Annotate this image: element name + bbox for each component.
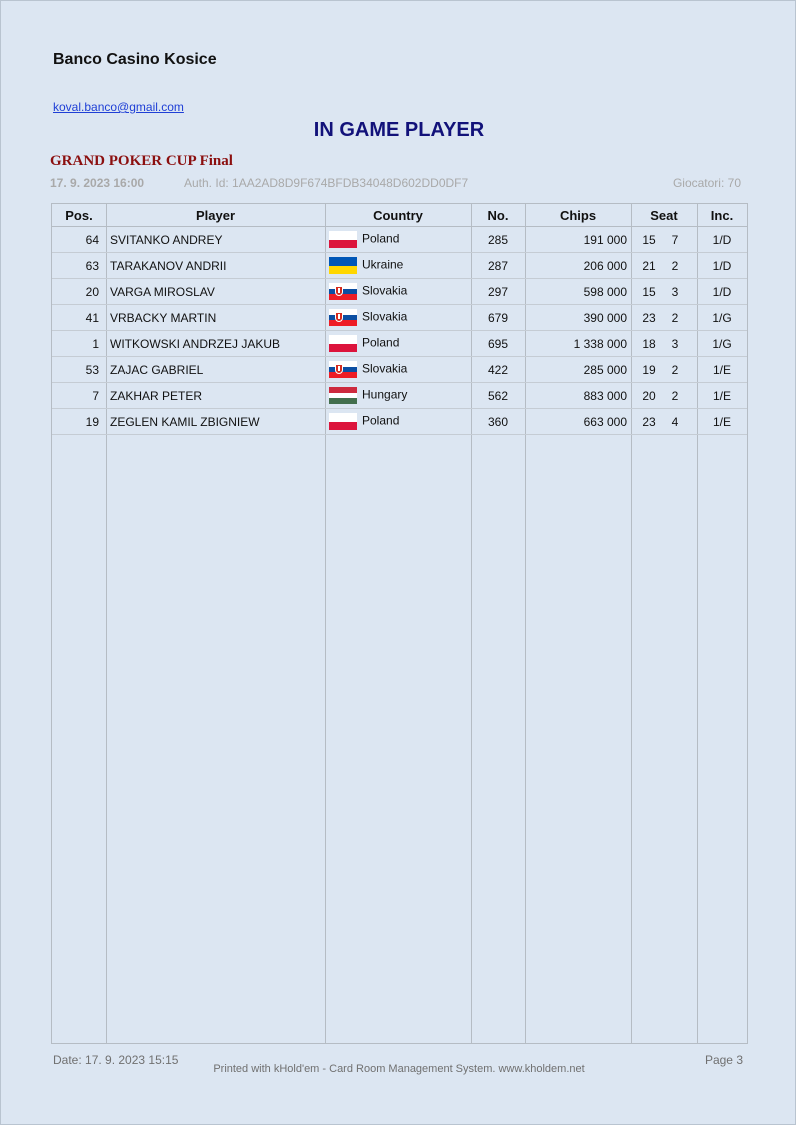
seat-number: 7	[671, 232, 679, 247]
table-header-row	[52, 204, 747, 227]
players-table	[52, 204, 747, 435]
pos-cell: 53	[52, 357, 106, 383]
country-cell	[325, 253, 471, 279]
inc-cell: 1/D	[697, 253, 747, 279]
column-header-no: No.	[471, 204, 525, 227]
player-no-cell: 360	[471, 409, 525, 435]
report-title: IN GAME PLAYER	[313, 119, 485, 141]
seat-number: 2	[671, 310, 679, 325]
player-name-cell: ZEGLEN KAMIL ZBIGNIEW	[106, 409, 325, 435]
table-number: 19	[642, 362, 656, 377]
players-count: Giocatori: 70	[672, 176, 741, 190]
chips-cell: 883 000	[525, 383, 631, 409]
country-cell	[325, 331, 471, 357]
table-row	[52, 357, 747, 383]
inc-cell: 1/D	[697, 227, 747, 253]
player-no-cell: 679	[471, 305, 525, 331]
event-datetime: 17. 9. 2023 16:00	[50, 176, 145, 190]
player-no-cell: 285	[471, 227, 525, 253]
seat-cell	[631, 409, 697, 435]
country-cell	[325, 227, 471, 253]
country-cell	[325, 279, 471, 305]
slovakia-flag-icon	[329, 283, 357, 300]
player-name-cell: VARGA MIROSLAV	[106, 279, 325, 305]
pos-cell: 64	[52, 227, 106, 253]
seat-number: 4	[671, 414, 679, 429]
country-cell	[325, 409, 471, 435]
seat-cell	[631, 305, 697, 331]
slovakia-flag-icon	[329, 361, 357, 378]
seat-number: 3	[671, 336, 679, 351]
table-row	[52, 279, 747, 305]
seat-cell	[631, 227, 697, 253]
table-number: 23	[642, 414, 656, 429]
player-no-cell: 287	[471, 253, 525, 279]
email-link[interactable]: koval.banco@gmail.com	[53, 100, 184, 114]
ukraine-flag-icon	[329, 257, 357, 274]
pos-cell: 19	[52, 409, 106, 435]
seat-cell	[631, 279, 697, 305]
column-header-pos: Pos.	[52, 204, 106, 227]
inc-cell: 1/E	[697, 357, 747, 383]
table-row	[52, 305, 747, 331]
table-number: 18	[642, 336, 656, 351]
seat-number: 2	[671, 362, 679, 377]
country-name: Slovakia	[362, 361, 408, 376]
country-cell	[325, 357, 471, 383]
chips-cell: 390 000	[525, 305, 631, 331]
table-row	[52, 253, 747, 279]
poland-flag-icon	[329, 335, 357, 352]
table-row	[52, 383, 747, 409]
chips-cell: 598 000	[525, 279, 631, 305]
footer-printed-with: Printed with kHold'em - Card Room Management System. www.kholdem.net	[213, 1063, 585, 1075]
seat-cell	[631, 357, 697, 383]
players-table-frame	[51, 203, 748, 1044]
player-name-cell: SVITANKO ANDREY	[106, 227, 325, 253]
inc-cell: 1/E	[697, 409, 747, 435]
seat-number: 2	[671, 388, 679, 403]
country-name: Ukraine	[362, 257, 404, 272]
column-header-seat: Seat	[631, 204, 697, 227]
country-name: Slovakia	[362, 283, 408, 298]
footer-date: Date: 17. 9. 2023 15:15	[53, 1053, 179, 1067]
seat-cell	[631, 331, 697, 357]
table-row	[52, 331, 747, 357]
table-row	[52, 227, 747, 253]
venue-name: Banco Casino Kosice	[53, 51, 217, 68]
country-name: Poland	[362, 231, 400, 246]
hungary-flag-icon	[329, 387, 357, 404]
auth-id: Auth. Id: 1AA2AD8D9F674BFDB34048D602DD0DF7	[184, 176, 469, 190]
table-number: 20	[642, 388, 656, 403]
seat-cell	[631, 253, 697, 279]
seat-cell	[631, 383, 697, 409]
chips-cell: 1 338 000	[525, 331, 631, 357]
seat-number: 3	[671, 284, 679, 299]
poland-flag-icon	[329, 231, 357, 248]
column-header-player: Player	[106, 204, 325, 227]
country-name: Poland	[362, 413, 400, 428]
pos-cell: 41	[52, 305, 106, 331]
chips-cell: 663 000	[525, 409, 631, 435]
country-name: Hungary	[362, 387, 408, 402]
event-title: GRAND POKER CUP Final	[50, 153, 233, 169]
country-name: Poland	[362, 335, 400, 350]
seat-number: 2	[671, 258, 679, 273]
column-header-country: Country	[325, 204, 471, 227]
inc-cell: 1/E	[697, 383, 747, 409]
inc-cell: 1/D	[697, 279, 747, 305]
player-no-cell: 422	[471, 357, 525, 383]
table-row	[52, 409, 747, 435]
inc-cell: 1/G	[697, 331, 747, 357]
country-cell	[325, 383, 471, 409]
chips-cell: 191 000	[525, 227, 631, 253]
player-name-cell: WITKOWSKI ANDRZEJ JAKUB	[106, 331, 325, 357]
chips-cell: 285 000	[525, 357, 631, 383]
pos-cell: 1	[52, 331, 106, 357]
column-header-inc: Inc.	[697, 204, 747, 227]
country-cell	[325, 305, 471, 331]
pos-cell: 20	[52, 279, 106, 305]
pos-cell: 63	[52, 253, 106, 279]
page-number: Page 3	[704, 1053, 743, 1067]
table-number: 21	[642, 258, 656, 273]
player-no-cell: 297	[471, 279, 525, 305]
inc-cell: 1/G	[697, 305, 747, 331]
pos-cell: 7	[52, 383, 106, 409]
column-header-chips: Chips	[525, 204, 631, 227]
player-name-cell: VRBACKY MARTIN	[106, 305, 325, 331]
player-no-cell: 562	[471, 383, 525, 409]
player-name-cell: TARAKANOV ANDRII	[106, 253, 325, 279]
player-name-cell: ZAJAC GABRIEL	[106, 357, 325, 383]
table-number: 15	[642, 284, 656, 299]
player-name-cell: ZAKHAR PETER	[106, 383, 325, 409]
poland-flag-icon	[329, 413, 357, 430]
table-number: 15	[642, 232, 656, 247]
table-number: 23	[642, 310, 656, 325]
player-no-cell: 695	[471, 331, 525, 357]
chips-cell: 206 000	[525, 253, 631, 279]
country-name: Slovakia	[362, 309, 408, 324]
slovakia-flag-icon	[329, 309, 357, 326]
